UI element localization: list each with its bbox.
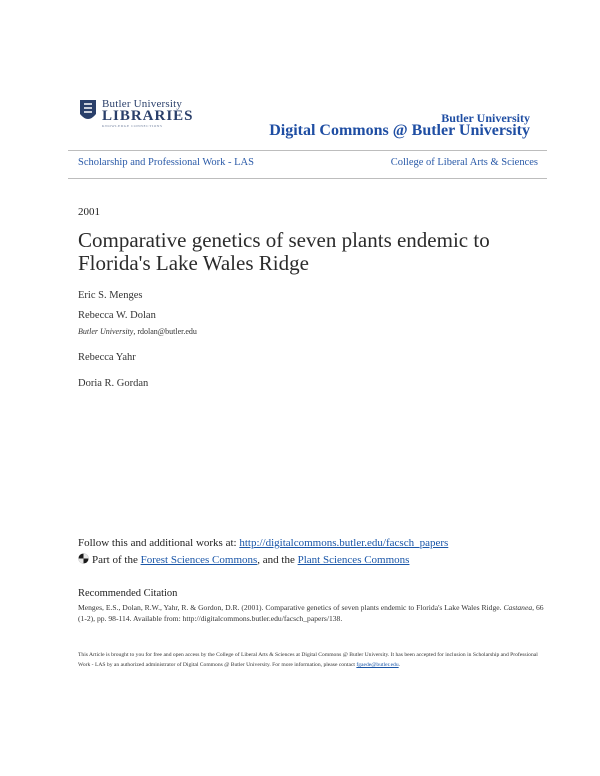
logo-line2: LIBRARIES (102, 108, 194, 124)
citation-journal: Castanea (503, 603, 533, 612)
part-mid: , and the (257, 554, 298, 566)
logo-tagline: KNOWLEDGE CONNECTIONS (102, 124, 163, 128)
citation-part-b: , 66 (1-2), pp. 98-114. Available from: http://digitalcommons.butler.edu/facsch_papers/138. (78, 603, 544, 623)
college-link[interactable]: College of Liberal Arts & Sciences (390, 157, 538, 168)
paper-title: Comparative genetics of seven plants endemic to Florida's Lake Wales Ridge (78, 228, 490, 275)
follow-line (78, 537, 448, 549)
author-name: Eric S. Menges (78, 290, 143, 301)
contact-email-link[interactable]: fgaede@butler.edu (356, 662, 399, 668)
repository-name[interactable]: Digital Commons @ Butler University (269, 122, 530, 139)
affiliation-institution: Butler University (78, 327, 134, 336)
citation-heading: Recommended Citation (78, 588, 178, 599)
publication-year: 2001 (78, 206, 100, 218)
part-of-line (78, 553, 409, 566)
affiliation-email: , rdolan@butler.edu (133, 327, 197, 336)
butler-libraries-logo (78, 96, 194, 130)
library-shield-icon (78, 98, 98, 124)
nav-divider (68, 178, 547, 179)
author-name: Rebecca W. Dolan (78, 310, 156, 321)
series-link[interactable]: Scholarship and Professional Work - LAS (78, 157, 254, 168)
author-affiliation (78, 327, 197, 336)
header-divider (68, 150, 547, 151)
access-notice (78, 650, 548, 670)
logo-line1: Butler University (102, 98, 183, 110)
author-name: Doria R. Gordan (78, 378, 149, 389)
part-prefix: Part of the (92, 554, 141, 566)
notice-end: . (398, 662, 401, 668)
plant-sciences-link[interactable]: Plant Sciences Commons (297, 554, 410, 566)
author-name: Rebecca Yahr (78, 352, 136, 363)
collection-url-link[interactable]: http://digitalcommons.butler.edu/facsch_papers (239, 537, 449, 549)
citation-text (78, 602, 548, 624)
notice-text: This Article is brought to you for free and open access by the College of Liberal Arts & Sciences at Digital Commons @ Butler University. It has been accepted for inclusion in Scholarship and Professional Work - LAS by an authorized administrator of Digital Commons @ Butler University. For more information, please contact (78, 652, 538, 668)
forest-sciences-link[interactable]: Forest Sciences Commons (140, 554, 258, 566)
institution-name: Butler University (441, 111, 530, 125)
citation-part-a: Menges, E.S., Dolan, R.W., Yahr, R. & Gordon, D.R. (2001). Comparative genetics of seven plants endemic to Florida's Lake Wales Ridge. (78, 603, 504, 612)
network-icon (78, 553, 89, 564)
follow-prefix: Follow this and additional works at: (78, 537, 240, 549)
